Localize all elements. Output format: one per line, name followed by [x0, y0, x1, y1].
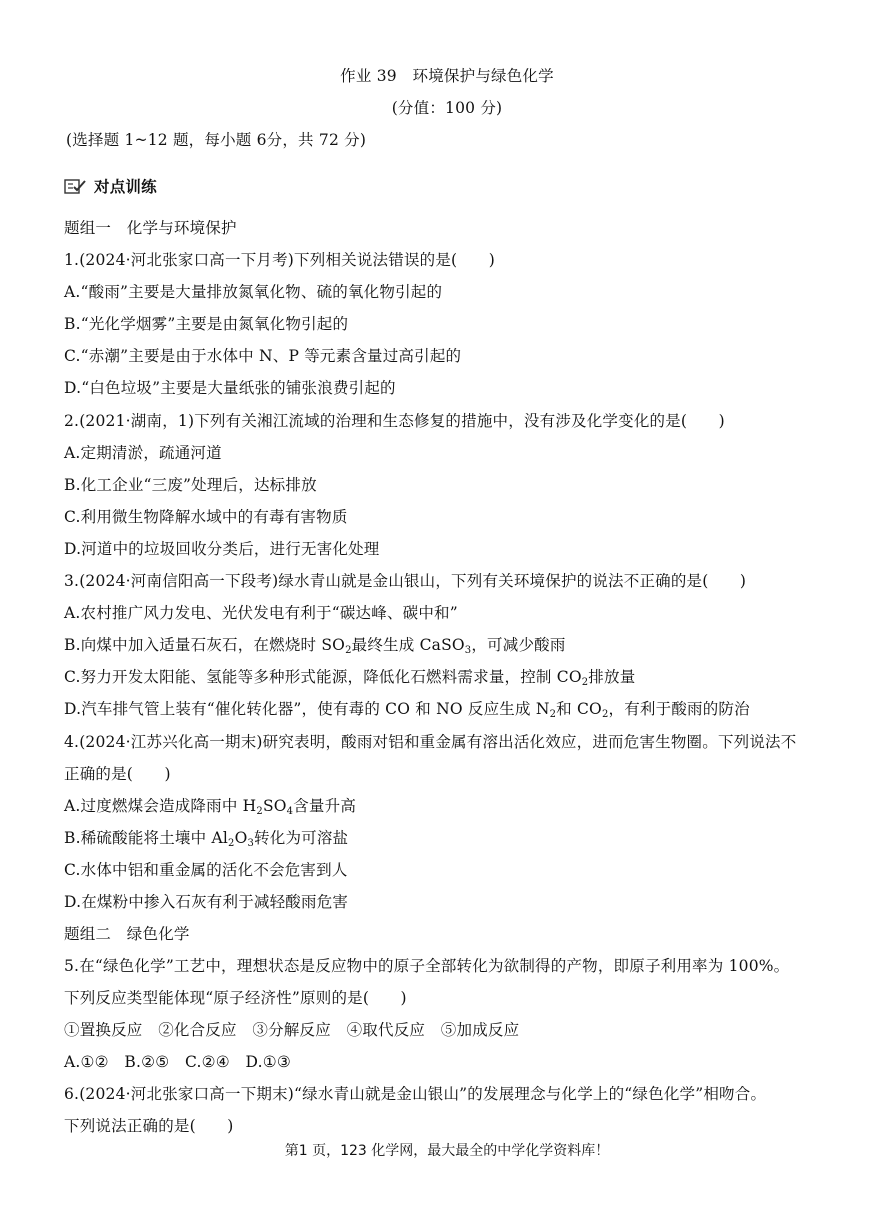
page-footer: 第1 页，123 化学网，最大最全的中学化学资料库！: [284, 1143, 610, 1159]
q3-option-b: B.向煤中加入适量石灰石，在燃烧时 $SO_2$最终生成 CaSO$_3$，可减少酸雨: [64, 636, 566, 656]
q4-option-a: A.过度燃煤会造成降雨中 $H_2SO_4$含量升高: [64, 797, 357, 817]
page-title: 作业 39 环境保护与绿色化学: [340, 67, 554, 85]
q1-option-c: C.“赤潮”主要是由于水体中 N、P 等元素含量过高引起的: [64, 347, 462, 365]
q5-options: A.①② B.②⑤ C.②④ D.①③: [64, 1053, 291, 1071]
score-note: (分值：100 分): [391, 99, 503, 117]
group1-heading: 题组一 化学与环境保护: [64, 219, 237, 237]
q1-option-a: A.“酸雨”主要是大量排放氮氧化物、硫的氧化物引起的: [64, 283, 443, 301]
q6-stem-line2: 下列说法正确的是( ): [64, 1117, 234, 1135]
q6-stem-line1: 6.(2024·河北张家口高一下期末)“绿水青山就是金山银山”的发展理念与化学上的“绿色化学”相吻合。: [64, 1085, 767, 1103]
q3-stem: 3.(2024·河南信阳高一下段考)绿水青山就是金山银山，下列有关环境保护的说法不正确的是( ): [64, 572, 747, 590]
q2-option-d: D.河道中的垃圾回收分类后，进行无害化处理: [64, 540, 380, 558]
q3-option-a: A.农村推广风力发电、光伏发电有利于“碳达峰、碳中和”: [64, 604, 458, 622]
instruction-note: (选择题 1~12 题，每小题 6分，共 72 分): [66, 131, 367, 149]
q1-stem: 1.(2024·河北张家口高一下月考)下列相关说法错误的是( ): [64, 251, 495, 269]
q1-option-d: D.“白色垃圾”主要是大量纸张的铺张浪费引起的: [64, 379, 396, 397]
q5-stem-line2: 下列反应类型能体现“原子经济性”原则的是( ): [64, 989, 407, 1007]
q4-option-d: D.在煤粉中掺入石灰有利于减轻酸雨危害: [64, 893, 349, 911]
q5-items: ①置换反应 ②化合反应 ③分解反应 ④取代反应 ⑤加成反应: [64, 1021, 520, 1039]
q4-option-b: B.稀硫酸能将土壤中 $Al_2O_3$转化为可溶盐: [64, 829, 349, 849]
q4-stem-line2: 正确的是( ): [64, 765, 171, 783]
section-heading: [64, 177, 157, 197]
q1-option-b: B.“光化学烟雾”主要是由氮氧化物引起的: [64, 315, 349, 333]
q3-option-d: D.汽车排气管上装有“催化转化器”，使有毒的 CO 和 NO 反应生成 $N_2$和 $CO_2$，有利于酸雨的防治: [64, 700, 750, 720]
q4-stem-line1: 4.(2024·江苏兴化高一期末)研究表明，酸雨对铝和重金属有溶出活化效应，进而危害生物圈。下列说法不: [64, 733, 797, 751]
q3-option-c: C.努力开发太阳能、氢能等多种形式能源，降低化石燃料需求量，控制 $CO_2$排放量: [64, 668, 636, 688]
q2-option-c: C.利用微生物降解水域中的有毒有害物质: [64, 508, 348, 526]
q4-option-c: C.水体中铝和重金属的活化不会危害到人: [64, 861, 348, 879]
checklist-icon: [64, 179, 86, 195]
q2-option-b: B.化工企业“三废”处理后，达标排放: [64, 476, 317, 494]
q2-option-a: A.定期清淤，疏通河道: [64, 444, 222, 462]
q5-stem-line1: 5.在“绿色化学”工艺中，理想状态是反应物中的原子全部转化为欲制得的产物，即原子利用率为 100%。: [64, 957, 790, 975]
group2-heading: 题组二 绿色化学: [64, 925, 190, 943]
section-label: 对点训练: [94, 177, 157, 196]
q2-stem: 2.(2021·湖南，1)下列有关湘江流域的治理和生态修复的措施中，没有涉及化学变化的是( ): [64, 412, 725, 430]
